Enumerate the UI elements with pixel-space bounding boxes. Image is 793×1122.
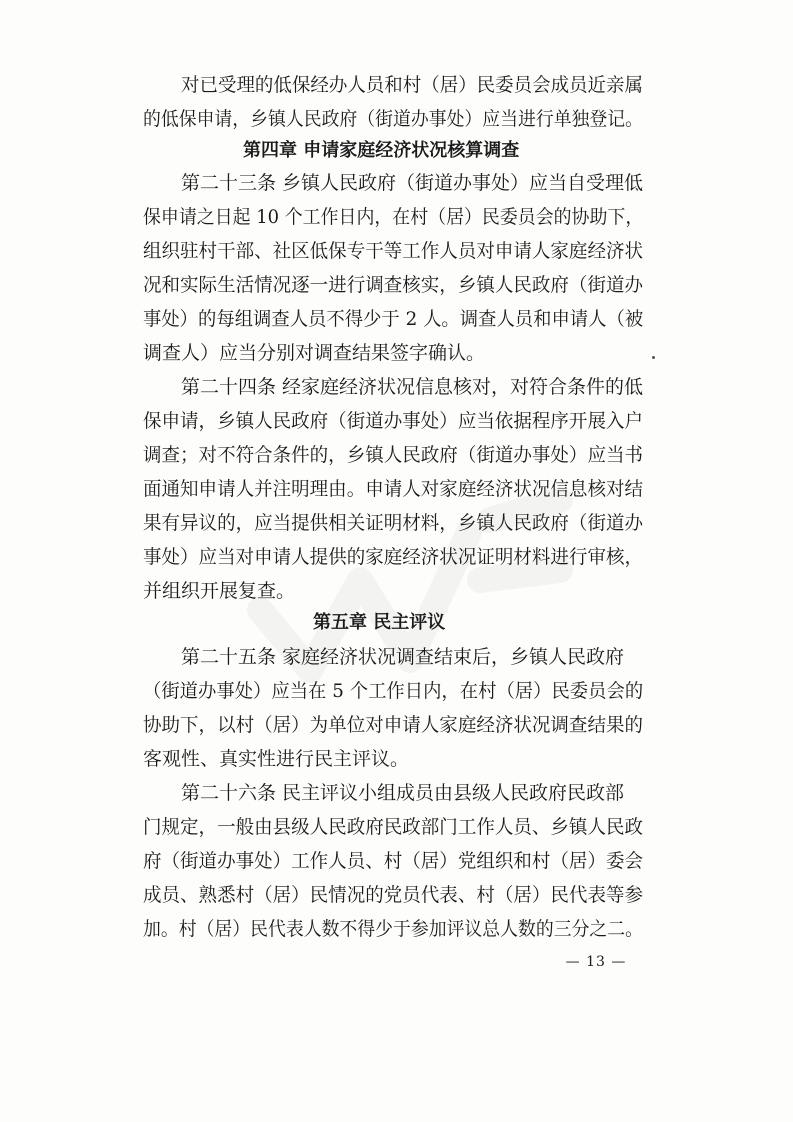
text-line: 保申请，乡镇人民政府（街道办事处）应当依据程序开展入户 <box>143 410 644 432</box>
text-line: 调查；对不符合条件的，乡镇人民政府（街道办事处）应当书 <box>143 444 644 466</box>
text-line: 保申请之日起 10 个工作日内，在村（居）民委员会的协助下， <box>143 206 644 228</box>
text-line: 第二十六条 民主评议小组成员由县级人民政府民政部 <box>181 782 625 804</box>
text-line: 加。村（居）民代表人数不得少于参加评议总人数的三分之二。 <box>143 918 644 940</box>
chapter-heading: 第四章 申请家庭经济状况核算调查 <box>243 140 520 161</box>
text-line: 组织驻村干部、社区低保专干等工作人员对申请人家庭经济状 <box>143 240 644 262</box>
text-line: 第二十三条 乡镇人民政府（街道办事处）应当自受理低 <box>181 172 644 194</box>
page-number: — 13 — <box>565 954 627 970</box>
text-line: 府（街道办事处）工作人员、村（居）党组织和村（居）委会 <box>143 850 644 872</box>
chapter-heading: 第五章 民主评议 <box>313 612 446 633</box>
text-line: 并组织开展复查。 <box>143 580 296 602</box>
text-line: 第二十五条 家庭经济状况调查结束后，乡镇人民政府 <box>181 646 625 668</box>
text-line: 况和实际生活情况逐一进行调查核实，乡镇人民政府（街道办 <box>143 274 644 296</box>
text-line: 的低保申请，乡镇人民政府（街道办事处）应当进行单独登记。 <box>143 108 644 130</box>
text-line: 第二十四条 经家庭经济状况信息核对，对符合条件的低 <box>181 376 644 398</box>
text-line: 事处）应当对申请人提供的家庭经济状况证明材料进行审核， <box>143 546 644 568</box>
text-line: 成员、熟悉村（居）民情况的党员代表、村（居）民代表等参 <box>143 884 644 906</box>
text-line: 门规定，一般由县级人民政府民政部门工作人员、乡镇人民政 <box>143 816 644 838</box>
scan-speck <box>652 356 655 359</box>
text-line: 事处）的每组调查人员不得少于 2 人。调查人员和申请人（被 <box>143 308 644 330</box>
text-line: 果有异议的，应当提供相关证明材料，乡镇人民政府（街道办 <box>143 512 644 534</box>
text-line: 客观性、真实性进行民主评议。 <box>143 748 410 770</box>
text-line: 面通知申请人并注明理由。申请人对家庭经济状况信息核对结 <box>143 478 644 500</box>
text-line: 协助下，以村（居）为单位对申请人家庭经济状况调查结果的 <box>143 714 644 736</box>
text-line: 对已受理的低保经办人员和村（居）民委员会成员近亲属 <box>181 74 644 96</box>
text-line: 调查人）应当分别对调查结果签字确认。 <box>143 342 486 364</box>
text-line: （街道办事处）应当在 5 个工作日内，在村（居）民委员会的 <box>143 680 644 702</box>
